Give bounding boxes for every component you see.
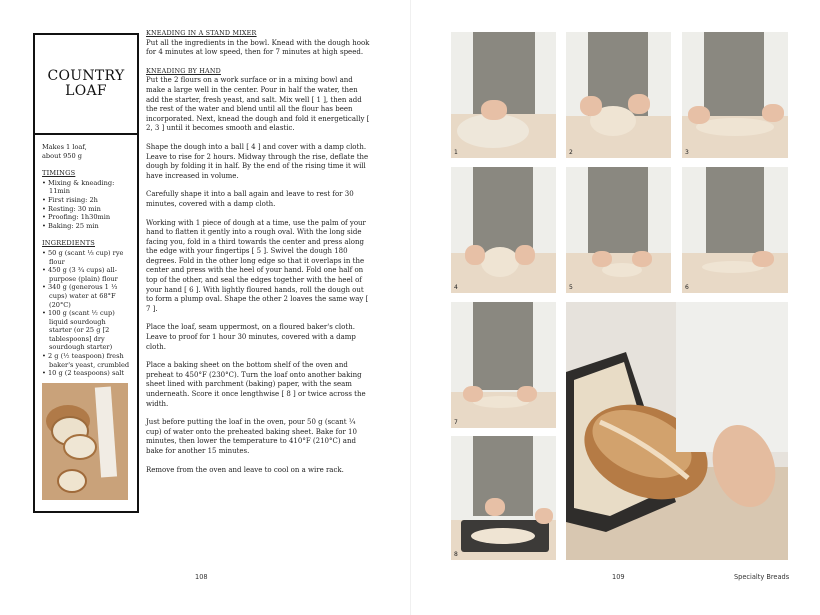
- recipe-title-line1: COUNTRY: [47, 68, 125, 84]
- ingredient-item: • 50 g (scant ⅓ cup) rye flour: [42, 248, 124, 266]
- step-photo-4: [451, 167, 556, 293]
- step-number: 4: [454, 284, 458, 291]
- ingredient-item: • 2 g (½ teaspoon) fresh baker's yeast, crumbled: [42, 352, 130, 369]
- timings-list: [42, 179, 130, 231]
- timing-item: • Proofing: 1h30min: [42, 213, 111, 222]
- recipe-info: [35, 135, 137, 378]
- step-number: 8: [454, 551, 458, 558]
- recipe-title-line2: LOAF: [65, 83, 107, 99]
- by-hand-heading: KNEADING BY HAND: [146, 66, 221, 75]
- step-photo-3: [682, 32, 788, 158]
- sliced-loaf-photo: [42, 383, 128, 500]
- timings-heading: TIMINGS: [42, 169, 76, 178]
- section-title: Specialty Breads: [734, 573, 790, 581]
- ingredients-heading: INGREDIENTS: [42, 239, 96, 248]
- recipe-card: [33, 33, 139, 513]
- step-number: 5: [569, 284, 573, 291]
- ingredient-item: • 100 g (scant ½ cup) liquid sourdough starter (or 25 g [2 tablespoons] dry sourdough starter): [42, 309, 115, 352]
- method-paragraph: Just before putting the loaf in the oven, pour 50 g (scant ¼ cup) of water onto the preheated baking sheet. Bake for 10 minutes, then lower the temperature to 410°F (210°C) and bake for another 15 minutes.: [146, 418, 357, 455]
- step-number: 7: [454, 419, 458, 426]
- method-paragraph: Carefully shape it into a ball again and leave to rest for 30 minutes, covered with a damp cloth.: [146, 190, 354, 208]
- finished-loaf-photo: [566, 302, 788, 560]
- step-number: 3: [685, 149, 689, 156]
- by-hand-text: Put the 2 flours on a work surface or in a mixing bowl and make a large well in the center. Pour in half the water, then add the starter, fresh yeast, and salt. Mix well [ 1 ], then add the rest of the water and blend until all the flour has been incorporated. Next, knead the dough and fold it energetically [ 2, 3 ] until it becomes smooth and elastic.: [146, 76, 370, 133]
- step-photo-6: [682, 167, 788, 293]
- method-paragraph: Shape the dough into a ball [ 4 ] and cover with a damp cloth. Leave to rise for 2 hours. Midway through the rise, deflate the dough by folding it in half. By the end of the rising time it will have increased in volume.: [146, 142, 369, 180]
- page-number-right: 109: [612, 573, 625, 581]
- method-paragraph: Place the loaf, seam uppermost, on a floured baker's cloth. Leave to proof for 1 hour 30 minutes, covered with a damp cloth.: [146, 323, 356, 351]
- stand-mixer-text: Put all the ingredients in the bowl. Knead with the dough hook for 4 minutes at low speed, then for 7 minutes at high speed.: [146, 38, 370, 57]
- ingredient-item: • 340 g (generous 1 ⅓ cups) water at 68°F (20°C): [42, 283, 118, 309]
- method-paragraph: Remove from the oven and leave to cool on a wire rack.: [146, 465, 344, 474]
- page-number-left: 108: [195, 573, 208, 581]
- step-photo-1: [451, 32, 556, 158]
- timing-item: • Resting: 30 min: [42, 204, 101, 213]
- timing-item: • First rising: 2h: [42, 195, 98, 204]
- timing-item: • Baking: 25 min: [42, 221, 99, 230]
- step-number: 1: [454, 149, 458, 156]
- stand-mixer-heading: KNEADING IN A STAND MIXER: [146, 29, 257, 37]
- spread-gutter: [410, 0, 411, 615]
- yield-line2: about 950 g: [42, 151, 83, 160]
- yield-line1: Makes 1 loaf,: [42, 143, 87, 151]
- ingredient-item: • 10 g (2 teaspoons) salt: [42, 369, 125, 378]
- step-photo-2: [566, 32, 671, 158]
- recipe-title: [47, 69, 124, 99]
- step-number: 2: [569, 149, 573, 156]
- ingredients-list: [42, 249, 130, 378]
- step-photo-5: [566, 167, 671, 293]
- method-text: [146, 29, 371, 484]
- step-photo-7: [451, 302, 556, 428]
- recipe-title-box: [35, 35, 137, 135]
- step-number: 6: [685, 284, 689, 291]
- method-paragraph: Working with 1 piece of dough at a time, use the palm of your hand to flatten it gently into a rough oval. With the long side facing you, fold in a third towards the center and press along the edge with your fingertips [ 5 ]. Swivel the dough 180 degrees. Fold in the other long edge so that it overlaps in the center and press with the heel of your hand. Fold one half on top of the other, and seal the edges together with the heel of your hand [ 6 ]. With lightly floured hands, roll the dough out to form a plump oval. Shape the other 2 loaves the same way [ 7 ].: [146, 218, 369, 313]
- method-paragraph: Place a baking sheet on the bottom shelf of the oven and preheat to 450°F (230°C). Turn the loaf onto another baking sheet lined with parchment (baking) paper, with the seam underneath. Score it once lengthwise [ 8 ] or twice across the width.: [146, 361, 366, 408]
- ingredient-item: • 450 g (3 ¾ cups) all-purpose (plain) flour: [42, 266, 118, 283]
- timing-item: • Mixing & kneading: 11min: [42, 178, 115, 196]
- step-photo-8: [451, 436, 556, 560]
